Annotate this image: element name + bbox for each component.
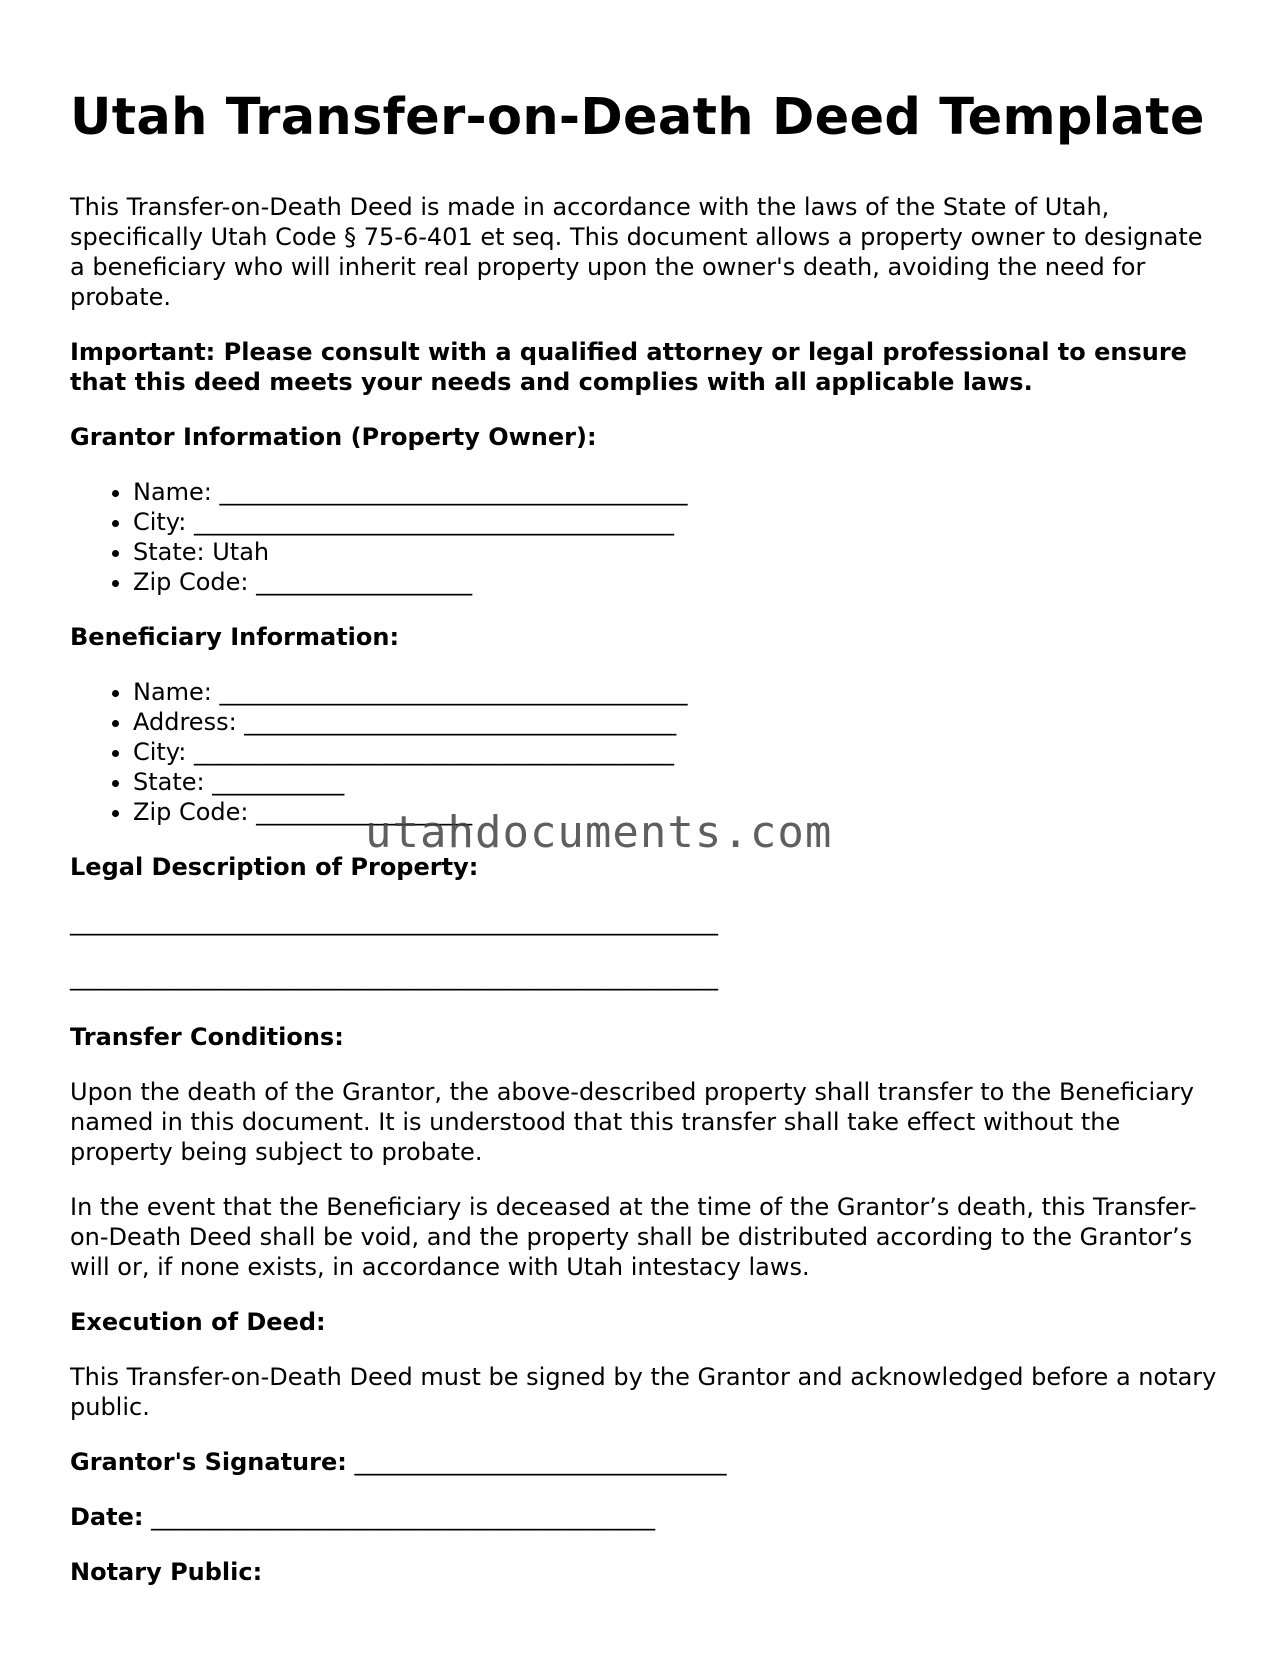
date-blank: __________________________________________ [151,1503,656,1531]
grantor-state-field: • State: Utah [133,537,1220,567]
beneficiary-city-field: • City: ________________________________________ [133,737,1220,767]
beneficiary-heading: Beneficiary Information: [70,623,400,651]
watermark-text: utahdocuments.com [365,807,833,858]
execution-paragraph: This Transfer-on-Death Deed must be signed by the Grantor and acknowledged before a notary public. [70,1363,1217,1421]
date-line [70,1502,1220,1532]
grantor-heading: Grantor Information (Property Owner): [70,423,597,451]
transfer-conditions-heading: Transfer Conditions: [70,1023,344,1051]
grantor-zip-field: • Zip Code: __________________ [133,567,1220,597]
intro-paragraph: This Transfer-on-Death Deed is made in accordance with the laws of the State of Utah, specifically Utah Code § 75-6-401 et seq. This document allows a property owner to designate a beneficiary who will inherit real property upon the owner's death, avoiding the need for probate. [70,193,1203,311]
grantor-city-field: • City: ________________________________________ [133,507,1220,537]
legal-description-lines [70,907,1220,992]
beneficiary-zip-field: • Zip Code: __________________ [133,797,1220,827]
transfer-paragraph-2: In the event that the Beneficiary is deceased at the time of the Grantor’s death, this Transfer-on-Death Deed shall be void, and the property shall be distributed according to the Grantor’s will or, if none exists, in accordance with Utah intestacy laws. [70,1193,1197,1281]
grantor-signature-blank: _______________________________ [354,1448,727,1476]
document-title: Utah Transfer-on-Death Deed Template [70,88,1205,147]
date-label: Date: [70,1503,144,1531]
grantor-signature-label: Grantor's Signature: [70,1448,347,1476]
grantor-signature-line [70,1447,1220,1477]
legal-description-line: ______________________________________________________ [70,908,718,936]
beneficiary-name-field: • Name: _______________________________________ [133,677,1220,707]
important-notice: Important: Please consult with a qualified attorney or legal professional to ensure that this deed meets your needs and complies with all applicable laws. [70,338,1187,396]
grantor-list [70,477,1220,597]
beneficiary-list [70,677,1220,827]
beneficiary-address-field: • Address: ____________________________________ [133,707,1220,737]
execution-heading: Execution of Deed: [70,1308,326,1336]
legal-description-line: ______________________________________________________ [70,963,718,991]
grantor-name-field: • Name: _______________________________________ [133,477,1220,507]
notary-public-label: Notary Public: [70,1558,263,1586]
legal-description-heading: Legal Description of Property: [70,853,479,881]
beneficiary-state-field: • State: ___________ [133,767,1220,797]
transfer-paragraph-1: Upon the death of the Grantor, the above-described property shall transfer to the Beneficiary named in this document. It is understood that this transfer shall take effect without the property being subject to probate. [70,1078,1194,1166]
